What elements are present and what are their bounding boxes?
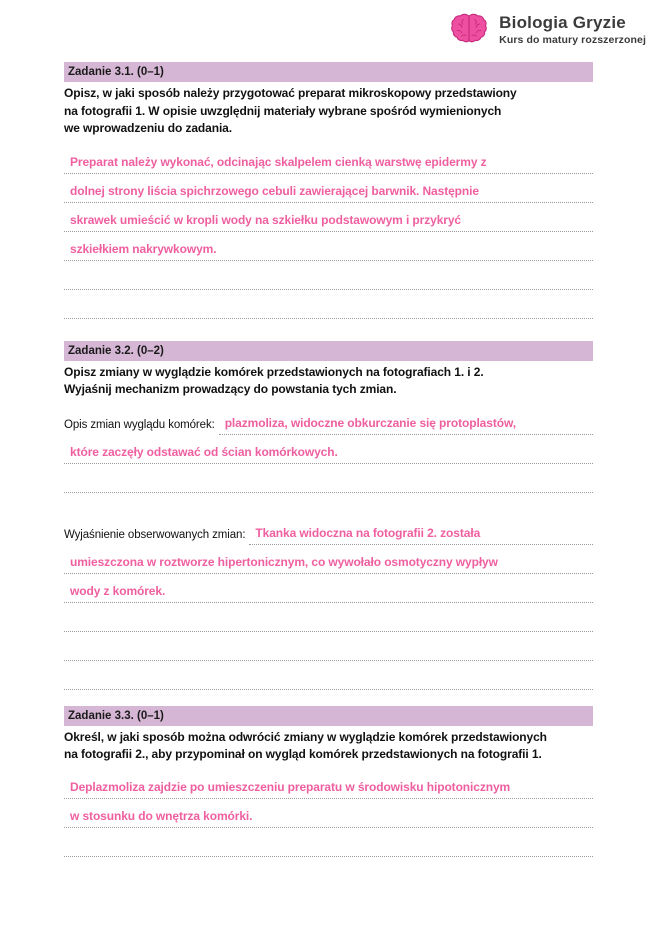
brand-header [449,12,646,48]
answer-text: które zaczęły odstawać od ścian komórkowych. [70,444,338,459]
question-line: Wyjaśnij mechanizm prowadzący do powstania tych zmian. [64,382,397,397]
question-line: na fotografii 2., aby przypominał on wygląd komórek przedstawionych na fotografii 1. [64,747,542,762]
subsection-spacer [64,493,593,509]
question-line: Opisz zmiany w wyglądzie komórek przedstawionych na fotografiach 1. i 2. [64,364,484,379]
answer-line[interactable] [64,574,593,603]
answer-line-empty[interactable] [64,632,593,661]
answer-line-empty[interactable] [64,828,593,857]
answer-text: dolnej strony liścia spichrzowego cebuli zawierającej barwnik. Następnie [70,183,479,198]
wyjasnienie-line[interactable] [64,516,593,545]
task-3-1-band: Zadanie 3.1. (0–1) [64,62,593,82]
answer-line[interactable] [64,232,593,261]
answer-line[interactable] [64,203,593,232]
task-3-3 [64,706,593,857]
answer-line-empty[interactable] [64,603,593,632]
question-line: Określ, w jaki sposób można odwrócić zmiany w wyglądzie komórek przedstawionych [64,730,547,745]
wyjasnienie-label: Wyjaśnienie obserwowanych zmian: [64,528,246,541]
brain-icon [449,12,489,48]
section-spacer [64,690,593,706]
answer-text: wody z komórek. [70,583,166,598]
brand-title: Biologia Gryzie [499,13,626,33]
answer-text: skrawek umieścić w kropli wody na szkiełku podstawowym i przykryć [70,212,461,227]
answer-line-empty[interactable] [64,290,593,319]
section-spacer [64,319,593,341]
answer-text: Deplazmoliza zajdzie po umieszczeniu preparatu w środowisku hipotonicznym [70,779,511,794]
task-3-3-answer-area[interactable] [64,771,593,857]
task-3-2-band: Zadanie 3.2. (0–2) [64,341,593,361]
question-line: we wprowadzeniu do zadania. [64,121,232,136]
answer-line[interactable] [64,771,593,799]
task-3-1-question [64,85,593,137]
answer-line-empty[interactable] [64,661,593,690]
opis-zmian-line[interactable] [64,406,593,435]
question-line: Opisz, w jaki sposób należy przygotować preparat mikroskopowy przedstawiony [64,86,517,101]
answer-line[interactable] [64,799,593,828]
task-3-2 [64,341,593,690]
answer-text: szkiełkiem nakrywkowym. [70,241,217,256]
answer-text: plazmoliza, widoczne obkurczanie się protoplastów, [224,415,516,430]
task-3-1-answer-area[interactable] [64,145,593,319]
answer-text: umieszczona w roztworze hipertonicznym, co wywołało osmotyczny wypływ [70,554,498,569]
answer-line[interactable] [64,435,593,464]
answer-line[interactable] [64,174,593,203]
answer-text: Preparat należy wykonać, odcinając skalpelem cienką warstwę epidermy z [70,154,487,169]
brand-subtitle: Kurs do matury rozszerzonej [499,33,646,46]
task-3-3-band: Zadanie 3.3. (0–1) [64,706,593,726]
answer-line-empty[interactable] [64,261,593,290]
answer-rule[interactable] [219,406,593,435]
brand-text [499,14,646,46]
worksheet-content [64,62,593,857]
task-3-2-opis-area[interactable] [64,406,593,493]
answer-line-empty[interactable] [64,464,593,493]
opis-zmian-label: Opis zmian wyglądu komórek: [64,418,215,431]
task-3-1 [64,62,593,319]
answer-rule[interactable] [249,516,593,545]
task-3-3-question [64,729,593,764]
answer-text: Tkanka widoczna na fotografii 2. została [255,525,481,540]
answer-line[interactable] [64,545,593,574]
answer-text: w stosunku do wnętrza komórki. [70,808,253,823]
task-3-2-question [64,364,593,399]
task-3-2-wyjasnienie-area[interactable] [64,516,593,690]
answer-line[interactable] [64,145,593,174]
question-line: na fotografii 1. W opisie uwzględnij materiały wybrane spośród wymienionych [64,103,502,118]
